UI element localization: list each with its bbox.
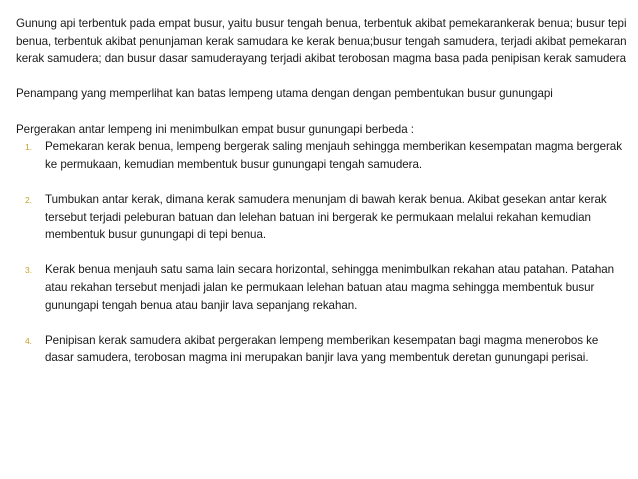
list-item (16, 138, 628, 173)
list-item-number: 4. (25, 335, 32, 346)
list-item-text: Tumbukan antar kerak, dimana kerak samudera menunjam di bawah kerak benua. Akibat gesekan antar kerak tersebut terjadi peleburan batuan dan lelehan batuan ini bergerak ke permukaan melalui rekahan kemudian membentuk busur gunungapi di tepi benua. (45, 192, 607, 242)
list-item (16, 332, 628, 367)
list-item-text: Pemekaran kerak benua, lempeng bergerak saling menjauh sehingga memberikan kesempatan magma bergerak ke permukaan, kemudian membentuk busur gunungapi tengah samudera. (45, 140, 622, 171)
list-item-number: 2. (25, 194, 32, 205)
list-intro: Pergerakan antar lempeng ini menimbulkan empat busur gunungapi berbeda : (16, 122, 414, 136)
list-item (16, 261, 628, 314)
paragraph-section-caption: Penampang yang memperlihat kan batas lempeng utama dengan dengan pembentukan busur gunungapi (16, 87, 553, 101)
list-item-number: 3. (25, 265, 32, 276)
list-item (16, 191, 628, 244)
list-item-text: Penipisan kerak samudera akibat pergerakan lempeng memberikan kesempatan bagi magma menerobos ke dasar samudera, terobosan magma ini merupakan banjir lava yang membentuk deretan gunungapi perisai. (45, 333, 599, 365)
slide-body (16, 15, 628, 384)
paragraph-intro: Gunung api terbentuk pada empat busur, yaitu busur tengah benua, terbentuk akibat pemekarankerak benua; busur tepi benua, terbentuk akibat penunjaman kerak samudara ke kerak benua;busur tengah samudera, terjadi akibat pemekaran kerak samudera; dan busur dasar samuderayang terjadi akibat terobosan magma basa pada penipisan kerak samudera (16, 17, 627, 66)
list-item-number: 1. (25, 142, 32, 153)
list-item-text: Kerak benua menjauh satu sama lain secara horizontal, sehingga menimbulkan rekahan atau patahan. Patahan atau rekahan tersebut menjadi jalan ke permukaan lelehan batuan atau magma sehingga membentuk busur gunungapi tengah benua atau banjir lava sepanjang rekahan. (45, 263, 615, 312)
numbered-list (16, 138, 628, 367)
